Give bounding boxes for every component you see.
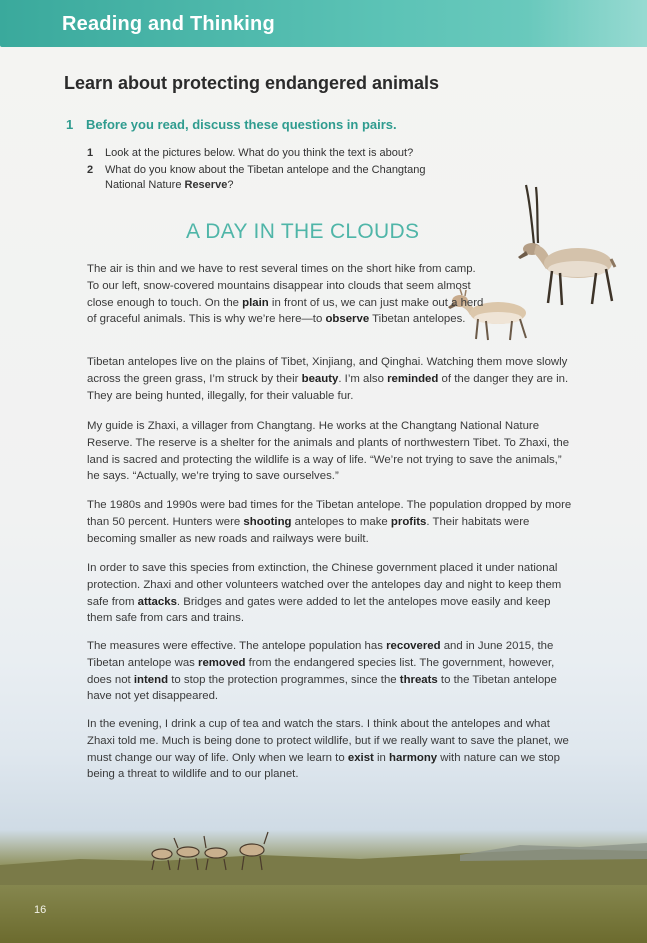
sub-question-1-text: Look at the pictures below. What do you think the text is about? [105,147,414,159]
story-title: A DAY IN THE CLOUDS [186,220,420,243]
vocab-recovered: recovered [386,640,441,652]
p7-text-d: with nature can we stop being a threat to wildlife and to our planet. [87,751,560,781]
p6-text-d: from the endangered species list. The government, however, does not [87,656,555,686]
p2-text-c: . I’m also [338,372,388,385]
p4-text-a: The 1980s and 1990s were bad times for the Tibetan antelope. The population dropped by more than 50 percent. Hunters were [87,499,572,528]
vocab-intend: intend [133,673,169,686]
vocab-removed: removed [198,656,246,669]
p6-text-c: and in June 2015, the Tibetan antelope was [87,640,554,669]
sub-question-2 [87,163,487,193]
vocab-reserve: Reserve [184,179,228,191]
paragraph-6 [87,638,572,705]
question-1 [66,117,397,132]
vocab-harmony: harmony [389,751,438,764]
sub-question-1-number: 1 [87,147,94,159]
p7-text-a: In the evening, I drink a cup of tea and watch the stars. I think about the antelopes and what Zhaxi told me. Much is being done to protect wildlife, but if we really want to save the planet, we must change our way of life. Only when we learn to [87,718,569,764]
vocab-beauty: beauty [301,372,339,385]
vocab-profits: profits [390,515,427,528]
sub-question-2-line2 [87,178,487,193]
vocab-threats: threats [399,673,438,686]
page-number: 16 [34,904,47,916]
question-1-text: Before you read, discuss these questions in pairs. [86,117,397,132]
sub-question-1 [87,146,413,161]
header-edge-fade [527,0,647,47]
p4-text-c: antelopes to make [291,515,391,528]
paragraph-5 [87,560,572,627]
p6-text-e: to stop the protection programmes, since the [168,673,400,686]
chapter-header-bar [0,0,647,47]
section-title: Learn about protecting endangered animals [64,73,440,93]
vocab-attacks: attacks [137,595,177,608]
sub-question-2-line1: What do you know about the Tibetan antelope and the Changtang [105,164,426,176]
paragraph-3 [87,418,572,485]
vocab-plain: plain [242,296,269,309]
p3-text-a: My guide is Zhaxi, a villager from Changtang. He works at the Changtang National Nature Reserve. The reserve is a shelter for the animals and plants of northwestern Tibet. To Zhaxi, the land is sacred and protecting the wildlife is a way of life. “We’re not trying to save the animals,” he says. “Actually, we’re trying to save ourselves.” [87,420,570,483]
p6-text-f: to the Tibetan antelope have not yet disappeared. [87,673,557,703]
paragraph-1 [87,261,487,328]
sub-question-2-number: 2 [87,164,94,176]
chapter-title: Reading and Thinking [62,13,275,35]
sub-question-2-pre: National Nature [105,179,185,191]
p2-text-d: of the danger they are in. They are being hunted, illegally, for their valuable fur. [87,372,569,402]
antelope-herd-image [146,830,276,872]
p5-text-a: In order to save this species from extinction, the Chinese government placed it under national protection. Zhaxi and other volunteers watched over the antelopes day and night to keep them safe from [87,562,562,608]
vocab-reminded: reminded [387,372,439,385]
p1-text-c: in front of us, we can just make out a herd of graceful animals. This is why we’re here—to [87,296,484,326]
paragraph-2 [87,354,572,404]
vocab-shooting: shooting [243,515,292,528]
question-1-number: 1 [66,117,74,132]
paragraph-4 [87,497,572,547]
p1-text-d: Tibetan antelopes. [369,313,466,326]
p4-text-d: . Their habitats were becoming smaller as new roads and railways were built. [87,515,530,545]
paragraph-7 [87,716,572,783]
p6-text-a: The measures were effective. The antelope population has [87,640,387,652]
vocab-exist: exist [347,751,374,764]
p5-text-c: . Bridges and gates were added to let the antelopes move easily and keep them safe from cars and trains. [87,595,551,625]
p2-text-a: Tibetan antelopes live on the plains of Tibet, Xinjiang, and Qinghai. Watching them move slowly across the green grass, I’m struck by their [87,356,568,385]
p1-text-a: The air is thin and we have to rest several times on the short hike from camp. To our left, snow-covered mountains disappear into clouds that seem almost close enough to touch. On the [87,263,476,309]
sub-question-2-post: ? [227,179,234,191]
vocab-observe: observe [325,313,370,326]
grassland-horizon-image [0,815,647,885]
p7-text-c: in [373,751,390,764]
